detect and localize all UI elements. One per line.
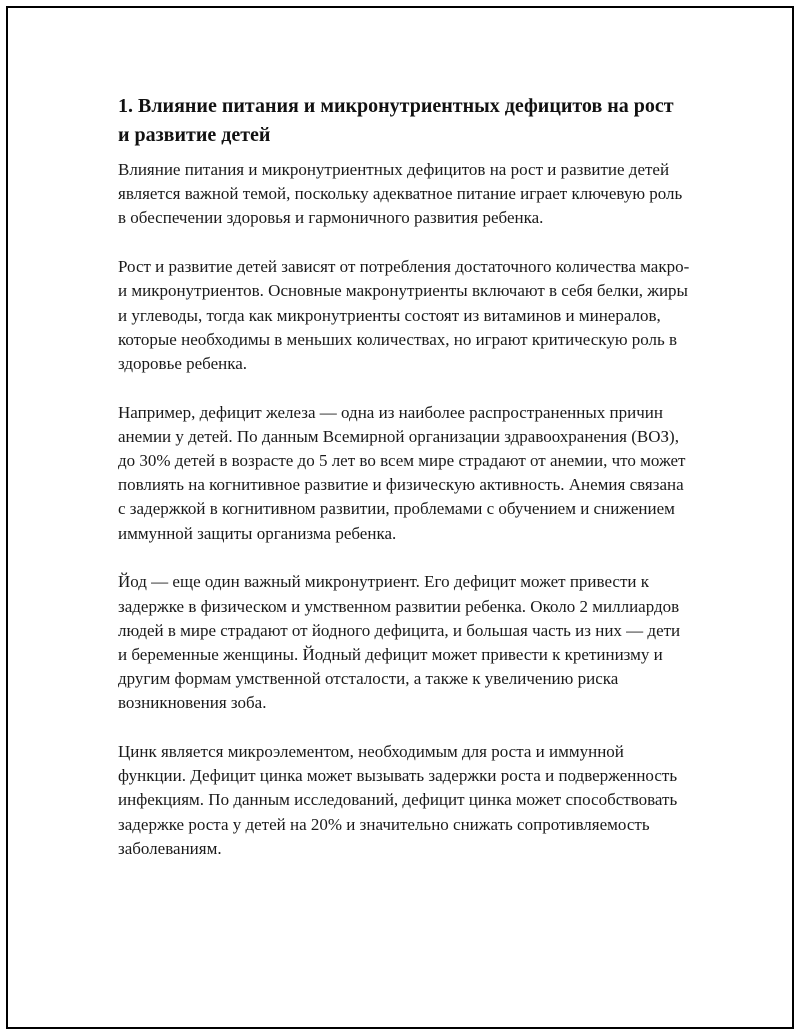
section-heading: 1. Влияние питания и микронутриентных дефицитов на рост и развитие детей — [118, 95, 674, 146]
document-body — [118, 92, 690, 886]
paragraph-iodine: Йод — еще один важный микронутриент. Его дефицит может привести к задержке в физическом и умственном развитии ребенка. Около 2 миллиардов людей в мире страдают от йодного дефицита, и большая часть из них — дети и беременные женщины. Йодный дефицит может привести к кретинизму и другим формам умственной отсталости, а также к увеличению риска возникновения зоба. — [118, 572, 681, 713]
paragraph-macronutrients: Рост и развитие детей зависят от потребления достаточного количества макро- и микронутриентов. Основные макронутриенты включают в себя белки, жиры и углеводы, тогда как микронутриенты состоят из витаминов и минералов, которые необходимы в меньших количествах, но играют критическую роль в здоровье ребенка. — [118, 257, 690, 373]
paragraph-intro: Влияние питания и микронутриентных дефицитов на рост и развитие детей является важной темой, поскольку адекватное питание играет ключевую роль в обеспечении здоровья и гармоничного развития ребенка. — [118, 160, 683, 228]
paragraph-zinc: Цинк является микроэлементом, необходимым для роста и иммунной функции. Дефицит цинка может вызывать задержки роста и подверженность инфекциям. По данным исследований, дефицит цинка может способствовать задержке роста у детей на 20% и значительно снижать сопротивляемость заболеваниям. — [118, 742, 678, 858]
paragraph-iron: Например, дефицит железа — одна из наиболее распространенных причин анемии у детей. По данным Всемирной организации здравоохранения (ВОЗ), до 30% детей в возрасте до 5 лет во всем мире страдают от анемии, что может повлиять на когнитивное развитие и физическую активность. Анемия связана с задержкой в когнитивном развитии, проблемами с обучением и снижением иммунной защиты организма ребенка. — [118, 402, 686, 543]
